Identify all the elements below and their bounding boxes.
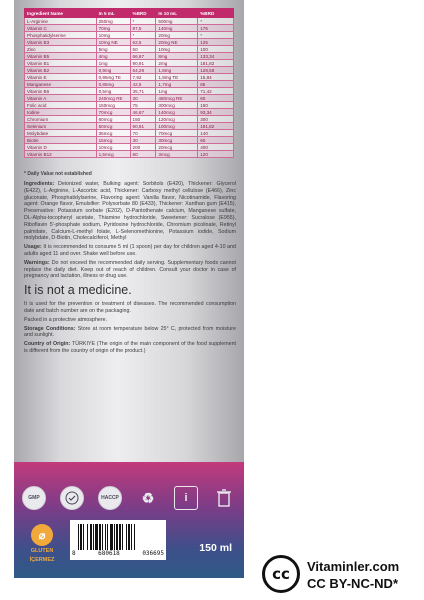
table-cell: 20mg NE [156, 39, 198, 46]
packing-text: Packed in a protective atmosphere. [24, 316, 108, 323]
table-cell: 7,92 [130, 74, 156, 81]
table-cell: Vitamin B5 [25, 53, 97, 60]
table-row [25, 39, 234, 46]
table-header-row [25, 9, 234, 18]
barcode [70, 520, 166, 560]
table-row [25, 53, 234, 60]
table-cell: 1,7mg [156, 81, 198, 88]
table-cell: 150 [130, 116, 156, 123]
header-ingredient: Ingredient Name [25, 9, 97, 18]
table-cell: 87,5 [130, 25, 156, 32]
table-cell: 120 [198, 151, 234, 158]
table-cell: 15,84 [198, 74, 234, 81]
table-cell: 5mg [96, 46, 130, 53]
header-brd-5ml: %BRD [130, 9, 156, 18]
table-row [25, 46, 234, 53]
header-in-5ml: In 5 mL [96, 9, 130, 18]
table-cell: 75 [130, 102, 156, 109]
table-row [25, 144, 234, 151]
table-cell: 30 [130, 95, 156, 102]
barcode-number [72, 550, 164, 557]
table-cell: 150mcg [96, 102, 130, 109]
table-cell: 0,5mg [96, 88, 130, 95]
table-cell: Vitamin D [25, 144, 97, 151]
table-cell: 90,91 [130, 60, 156, 67]
creative-commons-icon: cc [262, 555, 300, 593]
table-row [25, 102, 234, 109]
table-cell: * [198, 32, 234, 39]
watermark-site: Vitaminler.com [307, 559, 400, 574]
certification-icons [22, 484, 236, 512]
table-cell: 4mg [96, 53, 130, 60]
purpose-text: It is used for the prevention or treatment of diseases. The recommended consumption date and batch number are on the packaging. [24, 301, 236, 314]
table-cell: 240mcg RE [96, 95, 130, 102]
origin-paragraph [24, 341, 236, 355]
table-cell: * [130, 32, 156, 39]
watermark-license: CC BY-NC-ND* [307, 576, 398, 591]
gluten-free-badge [22, 524, 62, 563]
table-cell: 90,91 [130, 123, 156, 130]
table-row [25, 95, 234, 102]
table-cell: 0,85mg [96, 81, 130, 88]
gluten-label-line2: İÇERMEZ [29, 556, 55, 563]
table-row [25, 81, 234, 88]
table-cell: 20mg [156, 32, 198, 39]
table-cell: 128,58 [198, 67, 234, 74]
table-cell: 50 [130, 46, 156, 53]
haccp-badge-icon: HACCP [98, 486, 122, 510]
table-cell: 46,67 [130, 109, 156, 116]
table-row [25, 123, 234, 130]
table-row [25, 88, 234, 95]
table-cell: Iodine [25, 109, 97, 116]
table-cell: 140mg [156, 25, 198, 32]
table-cell: 2mg [156, 60, 198, 67]
table-cell: Vitamin C [25, 25, 97, 32]
table-cell: 10mg NE [96, 39, 130, 46]
table-cell: 35,71 [130, 88, 156, 95]
table-cell: Vitamin A [25, 95, 97, 102]
table-cell: 35mcg [96, 130, 130, 137]
table-cell: 400 [198, 144, 234, 151]
table-row [25, 18, 234, 25]
table-cell: 1mg [156, 88, 198, 95]
ingredients-text: Deionized water, Bulking agent: Sorbitols (E420), Thickener: Glycerol (E422), L-Arginine, L-Ascorbic acid, Thickener: Carboxy methyl cellulose (E466), Zinc gluconate, Phosphatidylserine, Flavoring agent: Vanilla flavor, Nicotinamide, Flavoring agent: Orange flavor, Emulsifier: Polysorbate 80 (E433), Thickener: Xanthan gum (E415), Preservative: Potassium sorbate (E202), D-Pantothenate calcium, Manganese sulfate, DL-Alpha-tocopheryl acetate, Thiamine hydrochloride, Sweetener: Sucralose (E955), Riboflavin 5'-phosphate sodium, Pyridoxine hydrochloride, Chromium picolinate, Retinyl palmitate, Calcium-L-methyl folate, L-Selenomethionine, Potassium iodide, Sodium molybdate, D-Biotin, Cholecalciferol, Methyl [24, 181, 236, 242]
table-cell: Vitamin B3 [25, 39, 97, 46]
trash-bin-icon [212, 486, 236, 510]
table-row [25, 32, 234, 39]
table-cell: 66,67 [130, 53, 156, 60]
table-cell: 1mg [96, 60, 130, 67]
table-cell: 3mcg [156, 151, 198, 158]
certified-seal-icon [60, 486, 84, 510]
recycle-icon: ♻ [141, 489, 155, 506]
table-cell: Chromium [25, 116, 97, 123]
barcode-bar [135, 524, 136, 550]
gluten-label-line1: GLUTEN [30, 548, 54, 554]
info-leaflet-icon: i [174, 486, 198, 510]
table-cell: 70mcg [96, 109, 130, 116]
table-cell: 181,82 [198, 60, 234, 67]
daily-value-footnote: * Daily Value not established [24, 171, 92, 177]
storage-text: Store at room temperature below 25° C, protected from moisture and sunlight. [24, 325, 236, 339]
table-cell: 100mcg [156, 123, 198, 130]
label-text-block [24, 181, 236, 357]
table-cell: 10mg [96, 32, 130, 39]
barcode-first-digit: 8 [72, 550, 76, 557]
table-row [25, 67, 234, 74]
table-cell: 71,42 [198, 88, 234, 95]
barcode-group2: 036695 [142, 550, 164, 557]
table-row [25, 130, 234, 137]
table-cell: 1,9mg TE [156, 74, 198, 81]
table-cell: * [130, 18, 156, 25]
table-cell: 93,34 [198, 109, 234, 116]
table-cell: 64,29 [130, 67, 156, 74]
table-row [25, 116, 234, 123]
table-cell: 300 [198, 116, 234, 123]
table-cell: Vitamin E [25, 74, 97, 81]
table-cell: 0,9mg [96, 67, 130, 74]
table-cell: Zinc [25, 46, 97, 53]
table-cell: 500mg [156, 18, 198, 25]
nutrition-table-body [25, 18, 234, 158]
table-cell: Biotin [25, 137, 97, 144]
table-cell: 125 [198, 39, 234, 46]
bottom-color-band [14, 462, 244, 578]
table-row [25, 137, 234, 144]
seal-check-icon [64, 490, 80, 506]
table-cell: 140 [198, 130, 234, 137]
table-cell: 100 [198, 46, 234, 53]
table-cell: 300mcg [156, 102, 198, 109]
table-cell: 200 [130, 144, 156, 151]
table-cell: 60 [198, 95, 234, 102]
table-cell: 50mcg [96, 123, 130, 130]
table-cell: 85 [198, 81, 234, 88]
warnings-paragraph [24, 260, 236, 280]
table-cell: Vitamin B2 [25, 67, 97, 74]
table-cell: Vitamin B6 [25, 88, 97, 95]
table-cell: 10mg [156, 46, 198, 53]
warnings-text: Do not exceed the recommended daily serving. Supplementary foods cannot replace the daily diet. Keep out of reach of children. Consult your doctor in case of pregnancy and lactation, illness or drug use. [24, 259, 236, 280]
table-cell: Phosphatidylserine [25, 32, 97, 39]
volume-label: 150 ml [199, 542, 232, 554]
wheat-icon: ⌀ [31, 524, 53, 546]
table-cell: Molybdate [25, 130, 97, 137]
table-cell: 480mcg RE [156, 95, 198, 102]
ingredients-label: Ingredients: [24, 181, 55, 187]
license-watermark [262, 553, 420, 595]
barcode-group1: 680618 [98, 550, 120, 557]
table-row [25, 25, 234, 32]
header-in-10ml: In 10 mL [156, 9, 198, 18]
table-cell: 8mg [156, 53, 198, 60]
table-cell: 70mg [96, 25, 130, 32]
table-cell: 1,5mcg [96, 151, 130, 158]
table-cell: 30mcg [156, 137, 198, 144]
ingredients-paragraph [24, 181, 236, 242]
nutrition-table [24, 8, 234, 158]
table-row [25, 74, 234, 81]
warnings-label: Warnings: [24, 259, 50, 266]
table-row [25, 60, 234, 67]
usage-text: It is recommended to consume 5 ml (1 spoon) per day for children aged 4-10 and adults aged 11 and over. Shake well before use. [24, 244, 236, 257]
table-cell: 30 [130, 137, 156, 144]
origin-text: TÜRKIYE (The origin of the main component of the food supplement is different from the country of origin of the product.) [24, 341, 236, 354]
table-row [25, 109, 234, 116]
table-cell: 10mcg [96, 144, 130, 151]
table-cell: 62,5 [130, 39, 156, 46]
table-cell: L-Arginine [25, 18, 97, 25]
table-cell: Folic acid [25, 102, 97, 109]
table-cell: Vitamin B1 [25, 60, 97, 67]
table-cell: 1,8mg [156, 67, 198, 74]
table-cell: Manganese [25, 81, 97, 88]
table-cell: 250mg [96, 18, 130, 25]
origin-label: Country of Origin: [24, 341, 71, 348]
table-cell: Vitamin B12 [25, 151, 97, 158]
table-cell: 20mcg [156, 144, 198, 151]
storage-paragraph [24, 326, 236, 340]
product-box-back [14, 0, 244, 578]
table-cell: 133,34 [198, 53, 234, 60]
usage-paragraph [24, 244, 236, 258]
table-cell: 70mcg [156, 130, 198, 137]
gmp-badge-icon: GMP [22, 486, 46, 510]
header-brd-10ml: %BRD [198, 9, 234, 18]
table-cell: 140mcg [156, 109, 198, 116]
table-cell: Selenium [25, 123, 97, 130]
table-cell: 150 [198, 102, 234, 109]
table-cell: 181,82 [198, 123, 234, 130]
table-cell: 70 [130, 130, 156, 137]
table-cell: 60 [198, 137, 234, 144]
table-cell: 0,95mg TE [96, 74, 130, 81]
table-cell: * [198, 18, 234, 25]
storage-label: Storage Conditions: [24, 325, 76, 332]
bin-glyph-icon [215, 488, 233, 508]
table-cell: 42,5 [130, 81, 156, 88]
table-cell: 60 [130, 151, 156, 158]
not-medicine-heading: It is not a medicine. [24, 283, 132, 298]
barcode-bars [78, 524, 158, 550]
table-cell: 120mcg [156, 116, 198, 123]
table-row [25, 151, 234, 158]
table-cell: 60mcg [96, 116, 130, 123]
table-cell: 175 [198, 25, 234, 32]
table-cell: 15mcg [96, 137, 130, 144]
usage-label: Usage: [24, 244, 42, 251]
